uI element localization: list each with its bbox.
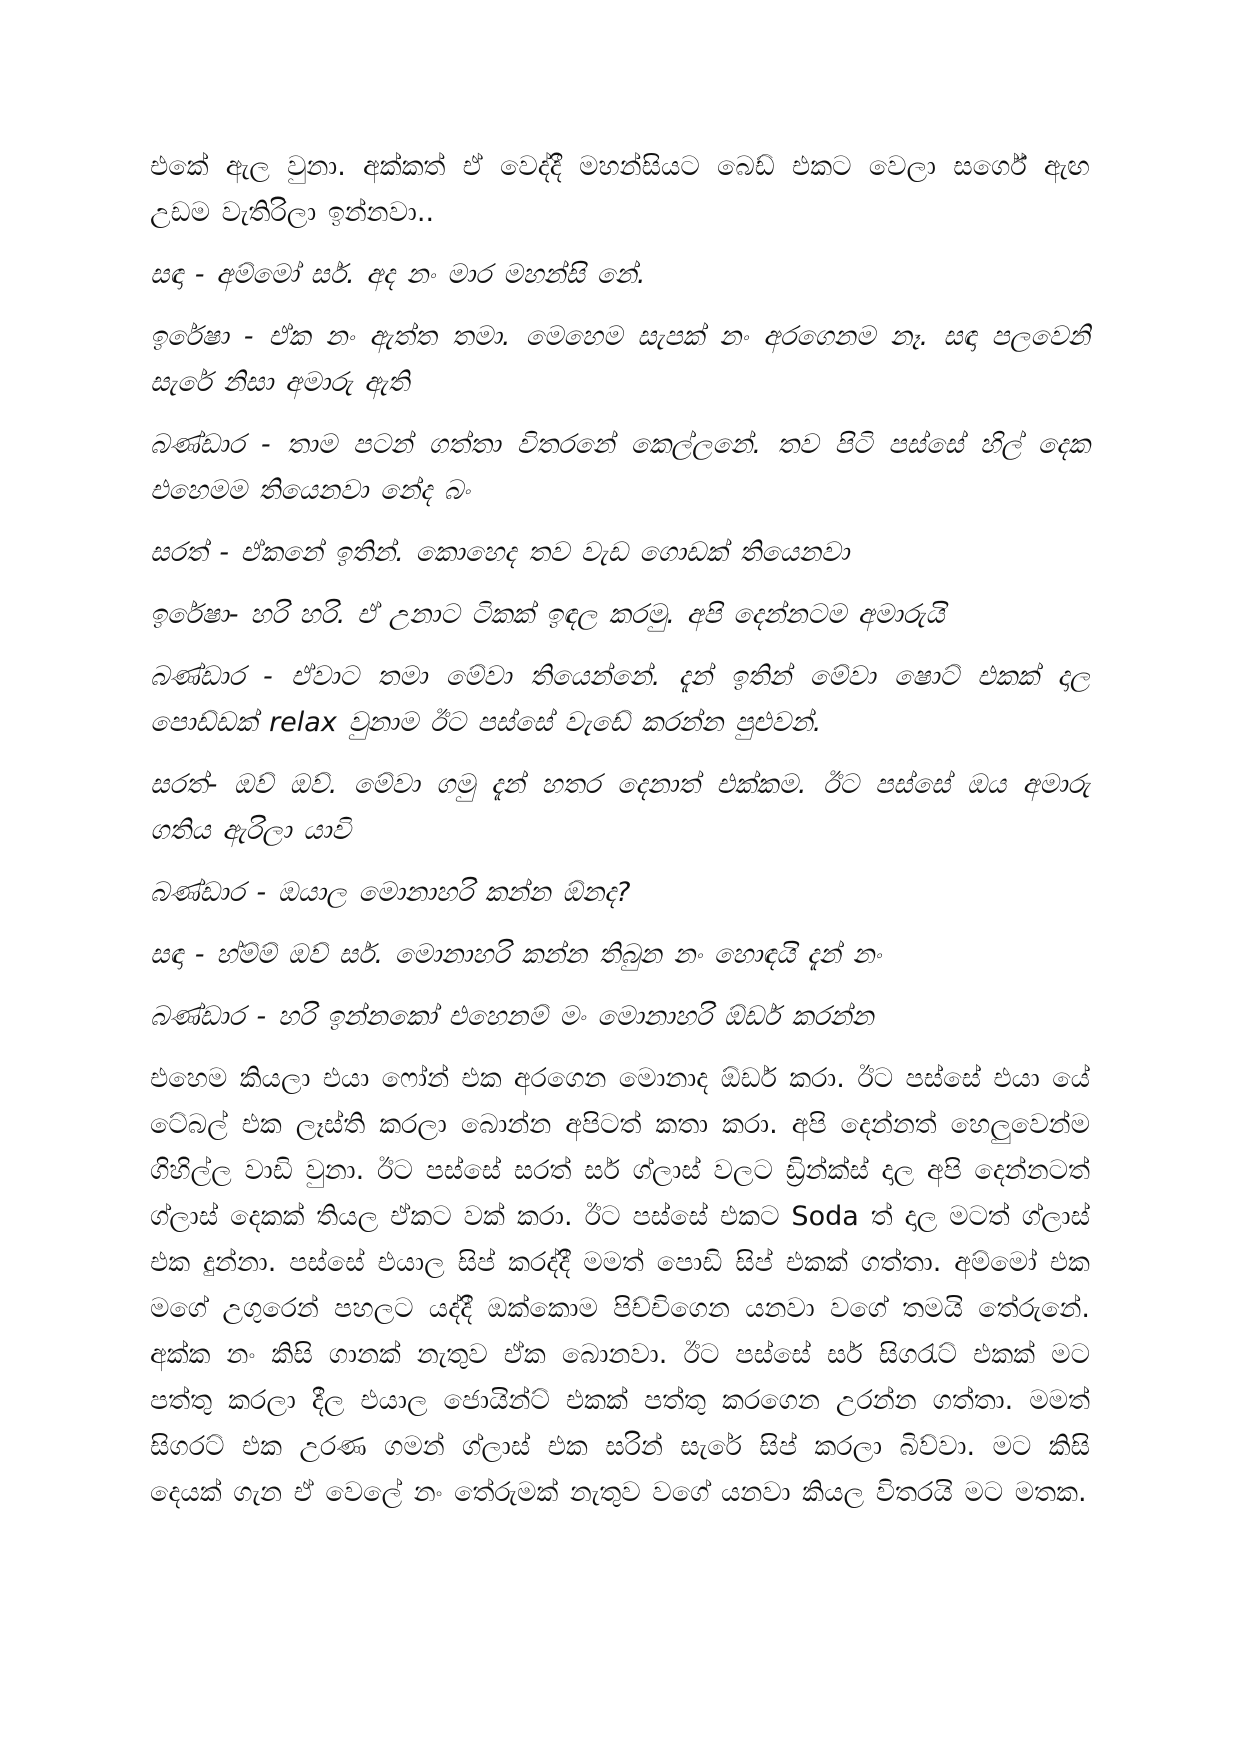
- dialogue-line: ඉරේෂා- හරි හරි. ඒ උනාට ටිකක් ඉඳල කරමු. අපි දෙන්නටම අමාරුයි: [150, 599, 945, 630]
- dialogue-line: බණ්ඩාර - හරි ඉන්නකෝ එහෙනම් මං මොනාහරි ඕඩර් කරන්න: [150, 1001, 874, 1032]
- dialogue-line: සඳා - හ්ම්ම් ඔව් සර්. මොනාහරි කන්න තිබුන නං හොඳයි දැන් නං: [150, 939, 882, 970]
- dialogue-line: ඉරේෂා - ඒක නං ඇත්ත තමා. මෙහෙම සැපක් නං අරගෙනම නෑ. සඳා පලවෙනි සැරේ නිසා අමාරු ඇති: [150, 321, 1090, 398]
- dialogue-line: සරත් - ඒකනේ ඉතින්. කොහෙද තව වැඩ ගොඩක් තියෙනවා: [150, 537, 850, 568]
- dialogue-line: සඳා - අම්මෝ සර්. අද නං මාර මහන්සි නේ.: [150, 259, 646, 290]
- dialogue-line: සරත්- ඔව් ඔව්. මේවා ගමු දැන් හතර දෙනාත් එක්කම. ඊට පස්සේ ඔය අමාරු ගතිය ඇරිලා යාවි: [150, 769, 1090, 846]
- page-body: [150, 144, 1090, 1532]
- narration-paragraph: එකේ ඇල වුනා. අක්කත් ඒ වෙද්දී මහන්සියට බෙඩ් එකට වෙලා සර්ගේ ඇඟ උඩම වැතිරිලා ඉන්නවා..: [150, 151, 1090, 228]
- narration-paragraph: එහෙම කියලා එයා ෆෝන් එක අරගෙන මොනාද ඕඩර් කරා. ඊට පස්සේ එයා යේ ටේබල් එක ලෑස්ති කරලා බොන්න අපිටත් කතා කරා. අපි දෙන්නත් හෙලුවෙන්ම ගිහිල්ල වාඩි වුනා. ඊට පස්සේ සරත් සර් ග්ලාස් වලට ඩ්‍රින්ක්ස් දාල අපි දෙන්නටත් ග්ලාස් දෙකක් තියල ඒකට වක් කරා. ඊට පස්සේ එකට Soda ත් දාල මටත් ග්ලාස් එක දුන්නා. පස්සේ එයාල සිප් කරද්දී මමත් පොඩි සිප් එකක් ගත්තා. අම්මෝ එක මගේ උගුරෙන් පහලට යද්දී ඔක්කොම පිච්චිගෙන යනවා වගේ තමයි තේරුනේ. අක්ක නං කිසි ගානක් නැතුව ඒක බොනවා. ඊට පස්සේ සර් සිගරැට් එකක් මට පත්තු කරලා දීල එයාල ජොයින්ට් එකක් පත්තු කරගෙන උරන්න ගත්තා. මමත් සිගරට් එක උරණ ගමන් ග්ලාස් එක සරින් සැරේ සිප් කරලා බිව්වා. මට කිසි දෙයක් ගැන ඒ වෙලේ නං තේරුමක් නැතුව වගේ යනවා කියල විතරයි මට මතක.: [150, 1063, 1090, 1508]
- dialogue-line: බණ්ඩාර - ඔයාල මොනාහරි කන්න ඕනද?: [150, 877, 631, 908]
- dialogue-line: බණ්ඩාර - තාම පටන් ගත්තා විතරනේ කෙල්ලනේ. තව පිටි පස්සේ හිල් දෙක එහෙමම තියෙනවා නේද බං: [150, 429, 1090, 506]
- dialogue-line: බණ්ඩාර - ඒවාට තමා මේවා තියෙන්නේ. දැන් ඉතින් මේවා ෂොට් එකක් දාල පොඩ්ඩක් relax වුනාම ඊට පස්සේ වැඩේ කරන්න පුළුවන්.: [150, 661, 1090, 738]
